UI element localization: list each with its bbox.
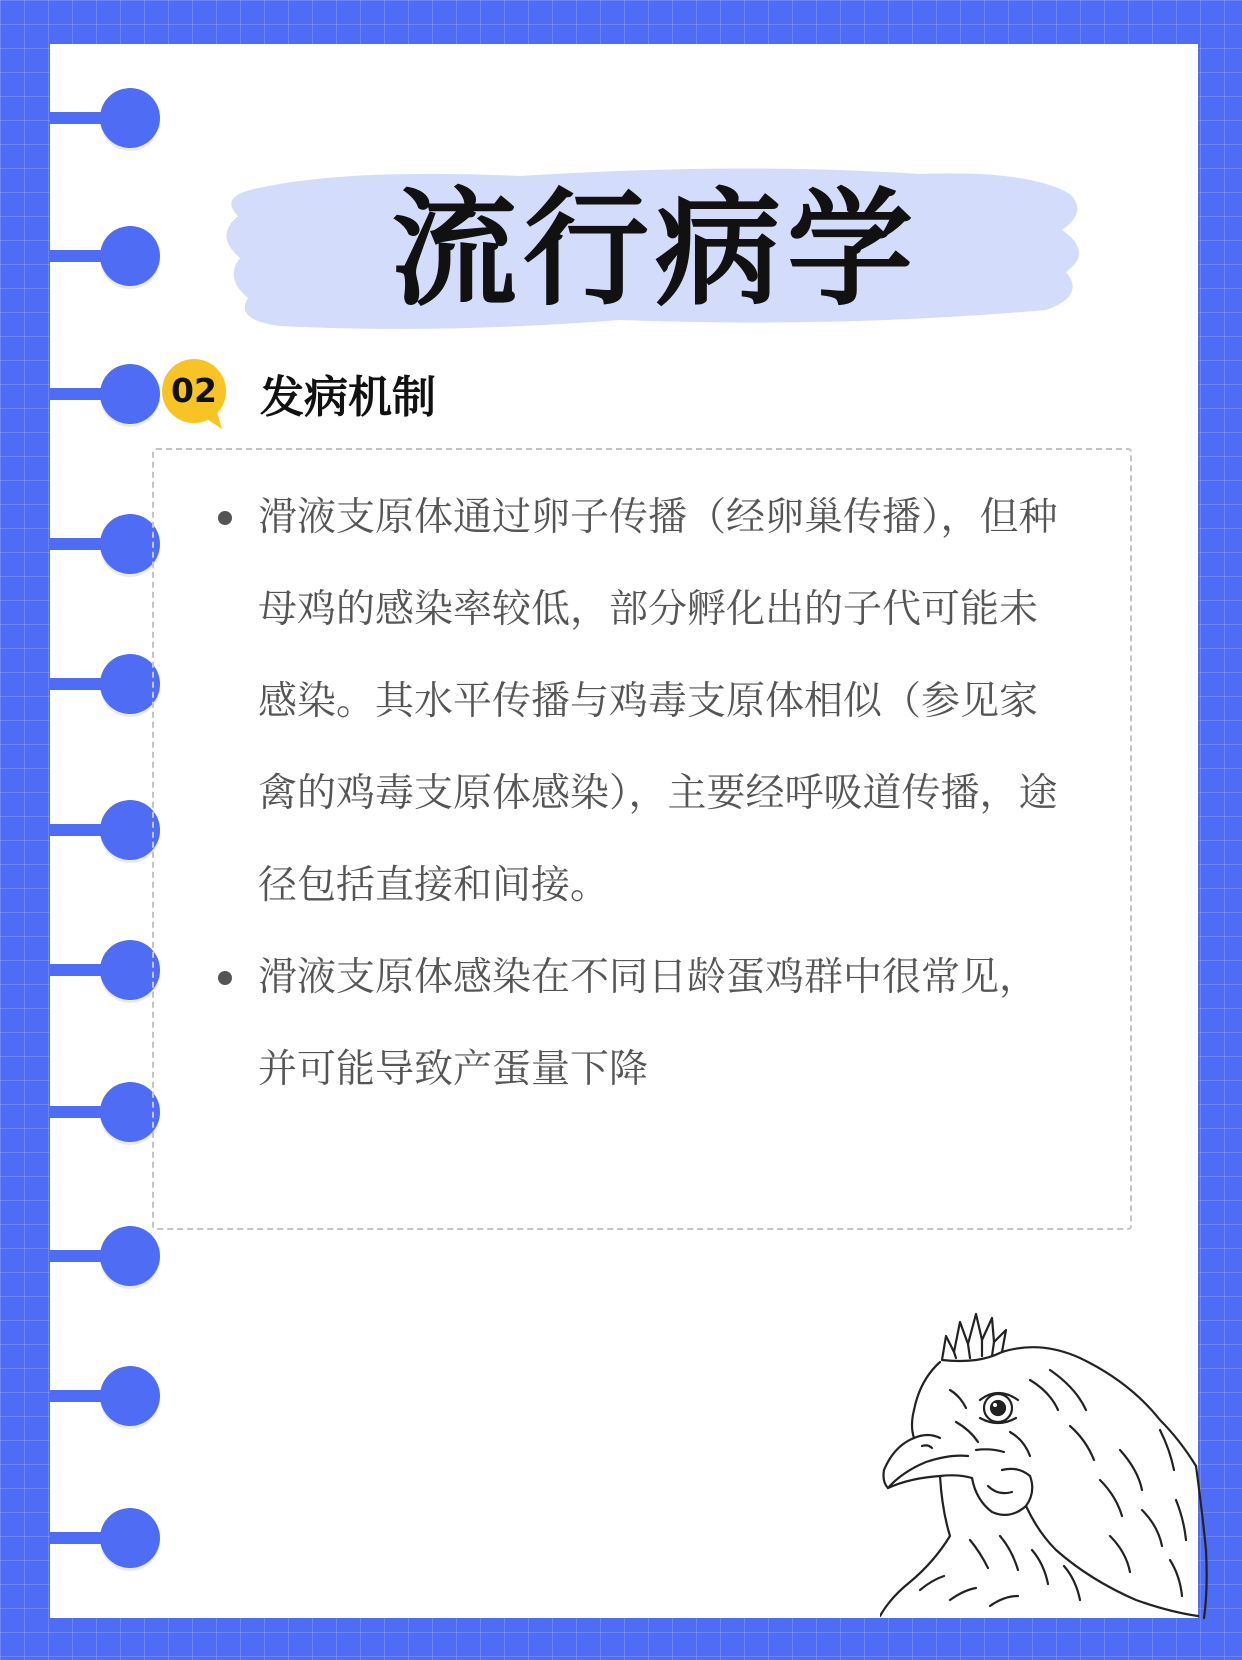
binder-ring-icon [50, 88, 140, 148]
content-box [152, 448, 1132, 1230]
section-heading [160, 358, 436, 428]
bullet-dot-icon [218, 971, 232, 985]
list-item [208, 472, 1058, 932]
binder-ring-icon [50, 226, 140, 286]
chicken-illustration [880, 1300, 1210, 1620]
bullet-list [208, 472, 1058, 1116]
section-number: 02 [171, 371, 217, 410]
bullet-dot-icon [218, 511, 232, 525]
binder-ring-icon [50, 1082, 140, 1142]
list-item-text: 滑液支原体通过卵子传播（经卵巢传播），但种母鸡的感染率较低，部分孵化出的子代可能未感染。其水平传播与鸡毒支原体相似（参见家禽的鸡毒支原体感染），主要经呼吸道传播，途径包括直接和间接。 [258, 495, 1058, 908]
binder-ring-icon [50, 800, 140, 860]
list-item [208, 932, 1058, 1116]
section-title: 发病机制 [260, 372, 436, 423]
binder-ring-icon [50, 1226, 140, 1286]
binder-ring-icon [50, 1366, 140, 1426]
section-number-badge [160, 359, 228, 427]
binder-ring-icon [50, 654, 140, 714]
binder-ring-icon [50, 940, 140, 1000]
page-title: 流行病学 [391, 176, 919, 323]
binder-ring-icon [50, 1508, 140, 1568]
binder-ring-icon [50, 364, 140, 424]
list-item-text: 滑液支原体感染在不同日龄蛋鸡群中很常见，并可能导致产蛋量下降 [258, 955, 1039, 1092]
binder-ring-icon [50, 514, 140, 574]
title-area [220, 160, 1090, 340]
